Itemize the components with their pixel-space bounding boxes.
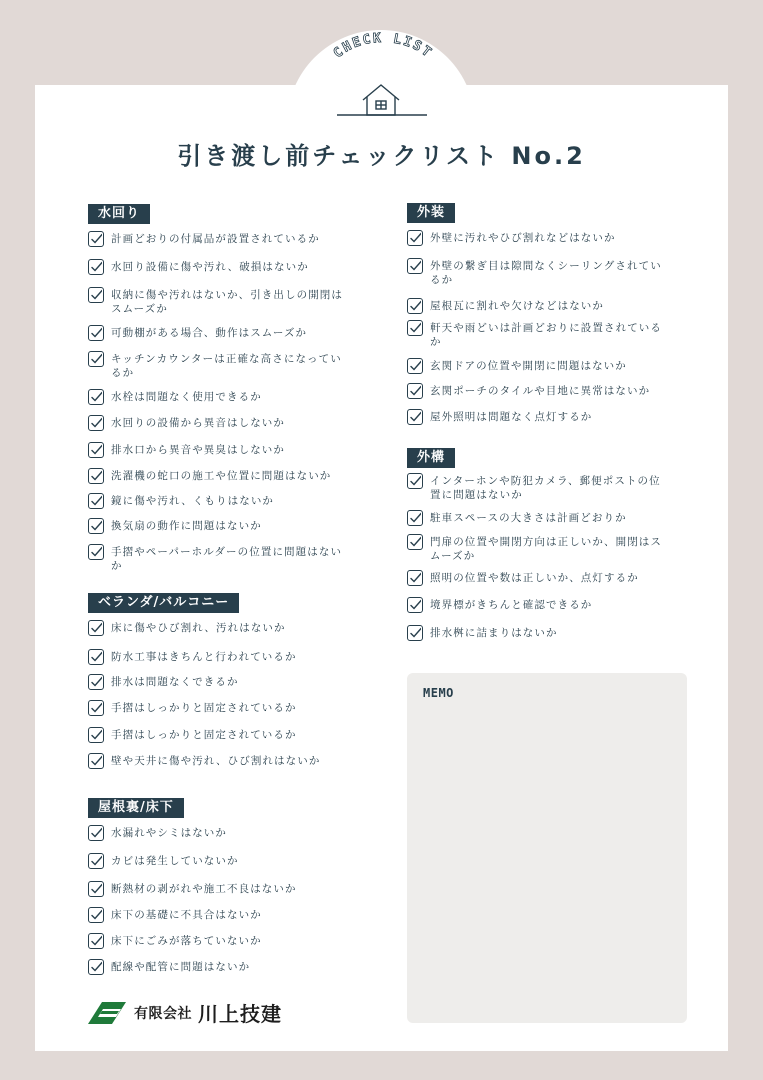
checklist-item-label: 換気扇の動作に問題はないか	[111, 520, 262, 532]
checklist-item-label: 配線や配管に問題はないか	[111, 961, 251, 973]
checklist-item-label: 水漏れやシミはないか	[111, 827, 227, 839]
section-heading-attic: 屋根裏/床下	[88, 798, 184, 818]
checkbox-checked-icon[interactable]	[88, 287, 104, 303]
checkbox-checked-icon[interactable]	[407, 358, 423, 374]
checkbox-checked-icon[interactable]	[88, 959, 104, 975]
check-list-badge	[287, 30, 475, 130]
checkbox-checked-icon[interactable]	[88, 825, 104, 841]
company-logo-icon	[88, 1002, 126, 1024]
checkbox-checked-icon[interactable]	[88, 442, 104, 458]
checklist-item[interactable]	[88, 854, 358, 869]
checkbox-checked-icon[interactable]	[407, 570, 423, 586]
checklist-item[interactable]	[407, 474, 682, 502]
checklist-item-label: 屋外照明は問題なく点灯するか	[430, 411, 593, 423]
checkbox-checked-icon[interactable]	[88, 620, 104, 636]
page-title: 引き渡し前チェックリスト No.2	[177, 142, 586, 170]
checklist-item[interactable]	[407, 571, 682, 586]
checkbox-checked-icon[interactable]	[88, 493, 104, 509]
checkbox-checked-icon[interactable]	[88, 415, 104, 431]
checklist-item[interactable]	[88, 519, 358, 534]
checklist-item-label: 断熱材の剥がれや施工不良はないか	[111, 883, 297, 895]
checklist-item-label: 床下にごみが落ちていないか	[111, 935, 262, 947]
checklist-item-label: 洗濯機の蛇口の施工や位置に問題はないか	[111, 470, 332, 482]
checklist-item[interactable]	[407, 598, 682, 613]
checklist-item-label: カビは発生していないか	[111, 855, 239, 867]
checkbox-checked-icon[interactable]	[407, 409, 423, 425]
checklist-item[interactable]	[88, 260, 358, 275]
checklist-item-label: キッチンカウンターは正確な高さになってい るか	[111, 353, 342, 379]
checklist-item-label: 外壁に汚れやひび割れなどはないか	[430, 232, 616, 244]
checkbox-checked-icon[interactable]	[407, 258, 423, 274]
checklist-item[interactable]	[88, 352, 358, 380]
section-heading-exterior: 外装	[407, 203, 455, 223]
checkbox-checked-icon[interactable]	[407, 625, 423, 641]
checkbox-checked-icon[interactable]	[88, 325, 104, 341]
checklist-item-label: 外壁の繋ぎ目は隙間なくシーリングされてい るか	[430, 260, 662, 286]
checklist-item[interactable]	[88, 934, 358, 949]
company-name: 川上技建	[198, 1002, 282, 1026]
checkbox-checked-icon[interactable]	[88, 933, 104, 949]
company-logo	[88, 998, 282, 1027]
memo-area[interactable]	[407, 673, 687, 1023]
svg-text:CHECK LIST: CHECK LIST	[330, 30, 436, 62]
checklist-item-label: 境界標がきちんと確認できるか	[430, 599, 593, 611]
checklist-item-label: 排水は問題なくできるか	[111, 676, 239, 688]
checklist-item-label: 防水工事はきちんと行われているか	[111, 651, 297, 663]
checklist-item[interactable]	[88, 650, 358, 665]
checklist-item[interactable]	[407, 231, 682, 246]
checklist-item[interactable]	[88, 728, 358, 743]
checklist-item-label: 壁や天井に傷や汚れ、ひび割れはないか	[111, 755, 321, 767]
checklist-item[interactable]	[88, 675, 358, 690]
checklist-item-label: 手摺はしっかりと固定されているか	[111, 729, 297, 741]
checkbox-checked-icon[interactable]	[88, 907, 104, 923]
checklist-item-label: 手摺やペーパーホルダーの位置に問題はない か	[111, 546, 343, 572]
checklist-item[interactable]	[407, 259, 682, 287]
checklist-item[interactable]	[407, 299, 682, 314]
checkbox-checked-icon[interactable]	[407, 534, 423, 550]
checklist-item-label: 手摺はしっかりと固定されているか	[111, 702, 297, 714]
checkbox-checked-icon[interactable]	[407, 320, 423, 336]
checklist-item-label: 駐車スペースの大きさは計画どおりか	[430, 512, 627, 524]
checkbox-checked-icon[interactable]	[88, 881, 104, 897]
house-icon	[337, 85, 427, 115]
checklist-item[interactable]	[88, 754, 358, 769]
checklist-item[interactable]	[88, 908, 358, 923]
checklist-item-label: 門扉の位置や開閉方向は正しいか、開閉はス ムーズか	[430, 536, 662, 562]
checkbox-checked-icon[interactable]	[407, 383, 423, 399]
checklist-item-label: 屋根瓦に割れや欠けなどはないか	[430, 300, 604, 312]
checklist-item[interactable]	[88, 621, 358, 636]
checklist-item[interactable]	[407, 359, 682, 374]
checkbox-checked-icon[interactable]	[88, 544, 104, 560]
checkbox-checked-icon[interactable]	[88, 468, 104, 484]
checklist-item[interactable]	[88, 232, 358, 247]
checklist-item[interactable]	[407, 626, 682, 641]
checklist-item-label: 床に傷やひび割れ、汚れはないか	[111, 622, 286, 634]
section-heading-water: 水回り	[88, 204, 150, 224]
company-type: 有限会社	[134, 1005, 192, 1022]
checkbox-checked-icon[interactable]	[88, 727, 104, 743]
checklist-item[interactable]	[88, 701, 358, 716]
checklist-item-label: 水回り設備に傷や汚れ、破損はないか	[111, 261, 309, 273]
checklist-item[interactable]	[88, 882, 358, 897]
checkbox-checked-icon[interactable]	[88, 853, 104, 869]
checkbox-checked-icon[interactable]	[88, 389, 104, 405]
checklist-item[interactable]	[88, 960, 358, 975]
checkbox-checked-icon[interactable]	[88, 231, 104, 247]
checkbox-checked-icon[interactable]	[88, 649, 104, 665]
checklist-item[interactable]	[407, 535, 682, 563]
checklist-item-label: 排水口から異音や異臭はしないか	[111, 444, 285, 456]
section-heading-veranda: ベランダ/バルコニー	[88, 593, 239, 613]
checklist-item-label: 鏡に傷や汚れ、くもりはないか	[111, 495, 275, 507]
checkbox-checked-icon[interactable]	[407, 597, 423, 613]
checklist-item[interactable]	[88, 469, 358, 484]
checklist-item-label: 軒天や雨どいは計画どおりに設置されている か	[430, 322, 662, 348]
checklist-item-label: 計画どおりの付属品が設置されているか	[111, 233, 320, 245]
checklist-item[interactable]	[88, 416, 358, 431]
checklist-item[interactable]	[88, 545, 358, 573]
checkbox-checked-icon[interactable]	[407, 510, 423, 526]
checklist-item-label: 排水桝に詰まりはないか	[430, 627, 558, 639]
checklist-item[interactable]	[88, 326, 358, 341]
badge-text	[0, 0, 1, 1]
checkbox-checked-icon[interactable]	[407, 298, 423, 314]
checklist-item[interactable]	[88, 288, 358, 316]
checklist-item-label: 水回りの設備から異音はしないか	[111, 417, 285, 429]
checklist-item-label: 玄関ドアの位置や開閉に問題はないか	[430, 360, 627, 372]
checklist-item[interactable]	[407, 410, 682, 425]
checklist-item-label: 可動棚がある場合、動作はスムーズか	[111, 327, 308, 339]
checkbox-checked-icon[interactable]	[88, 518, 104, 534]
checklist-item[interactable]	[407, 321, 682, 349]
checkbox-checked-icon[interactable]	[88, 700, 104, 716]
checklist-item-label: 玄関ポーチのタイルや目地に異常はないか	[430, 385, 651, 397]
checkbox-checked-icon[interactable]	[88, 753, 104, 769]
checkbox-checked-icon[interactable]	[88, 259, 104, 275]
checklist-item[interactable]	[88, 826, 358, 841]
checklist-item[interactable]	[407, 384, 682, 399]
checklist-item[interactable]	[407, 511, 682, 526]
section-heading-exterior-works: 外構	[407, 448, 455, 468]
checkbox-checked-icon[interactable]	[88, 674, 104, 690]
checklist-item-label: インターホンや防犯カメラ、郵便ポストの位 置に問題はないか	[430, 475, 661, 501]
checklist-item[interactable]	[88, 494, 358, 509]
checkbox-checked-icon[interactable]	[407, 230, 423, 246]
checklist-item-label: 収納に傷や汚れはないか、引き出しの開閉は スムーズか	[111, 289, 343, 315]
checklist-item-label: 水栓は問題なく使用できるか	[111, 391, 262, 403]
checklist-item-label: 床下の基礎に不具合はないか	[111, 909, 262, 921]
checkbox-checked-icon[interactable]	[88, 351, 104, 367]
checklist-item[interactable]	[88, 443, 358, 458]
memo-label: MEMO	[423, 686, 454, 700]
checklist-item-label: 照明の位置や数は正しいか、点灯するか	[430, 572, 639, 584]
checkbox-checked-icon[interactable]	[407, 473, 423, 489]
checklist-item[interactable]	[88, 390, 358, 405]
